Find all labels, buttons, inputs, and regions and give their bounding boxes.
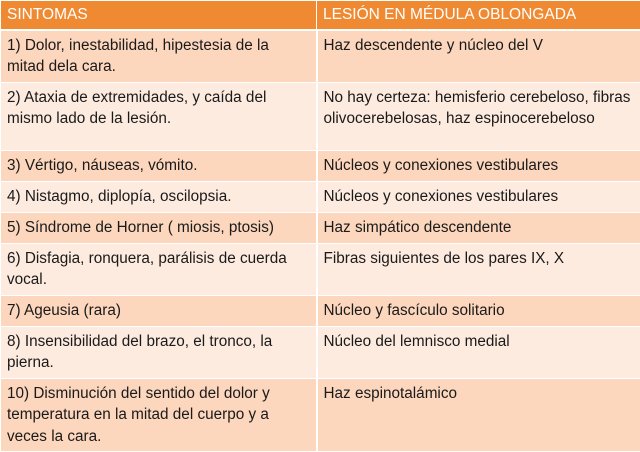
symptom-cell: 1) Dolor, inestabilidad, hipestesia de la mitad dela cara.	[1, 30, 317, 83]
lesion-cell: Núcleos y conexiones vestibulares	[317, 150, 640, 181]
symptom-cell: 7) Ageusia (rara)	[1, 295, 317, 326]
symptom-cell: 5) Síndrome de Horner ( miosis, ptosis)	[1, 212, 317, 243]
lesion-cell: Núcleo del lemnisco medial	[317, 326, 640, 378]
header-lesion: LESIÓN EN MÉDULA OBLONGADA	[317, 1, 640, 30]
header-symptoms: SINTOMAS	[1, 1, 317, 30]
lesion-cell: No hay certeza: hemisferio cerebeloso, fibras olivocerebelosas, haz espinocerebeloso	[317, 82, 640, 150]
table-row	[1, 212, 640, 243]
table-row	[1, 326, 640, 378]
table-row	[1, 150, 640, 181]
symptom-cell: 2) Ataxia de extremidades, y caída del mismo lado de la lesión.	[1, 82, 317, 150]
symptom-cell: 10) Disminución del sentido del dolor y temperatura en la mitad del cuerpo y a veces la cara.	[1, 378, 317, 452]
lesion-cell: Haz simpático descendente	[317, 212, 640, 243]
symptom-cell: 6) Disfagia, ronquera, parálisis de cuerda vocal.	[1, 243, 317, 295]
symptom-cell: 8) Insensibilidad del brazo, el tronco, la pierna.	[1, 326, 317, 378]
table-row	[1, 295, 640, 326]
lesion-cell: Haz espinotalámico	[317, 378, 640, 452]
header-row	[1, 1, 640, 30]
symptom-cell: 3) Vértigo, náuseas, vómito.	[1, 150, 317, 181]
table-row	[1, 243, 640, 295]
lesion-cell: Haz descendente y núcleo del V	[317, 30, 640, 83]
table-row	[1, 30, 640, 83]
symptom-cell: 4) Nistagmo, diplopía, oscilopsia.	[1, 181, 317, 212]
lesion-cell: Núcleos y conexiones vestibulares	[317, 181, 640, 212]
table-row	[1, 181, 640, 212]
lesion-cell: Núcleo y fascículo solitario	[317, 295, 640, 326]
table-row	[1, 378, 640, 452]
lesion-cell: Fibras siguientes de los pares IX, X	[317, 243, 640, 295]
table-row	[1, 82, 640, 150]
